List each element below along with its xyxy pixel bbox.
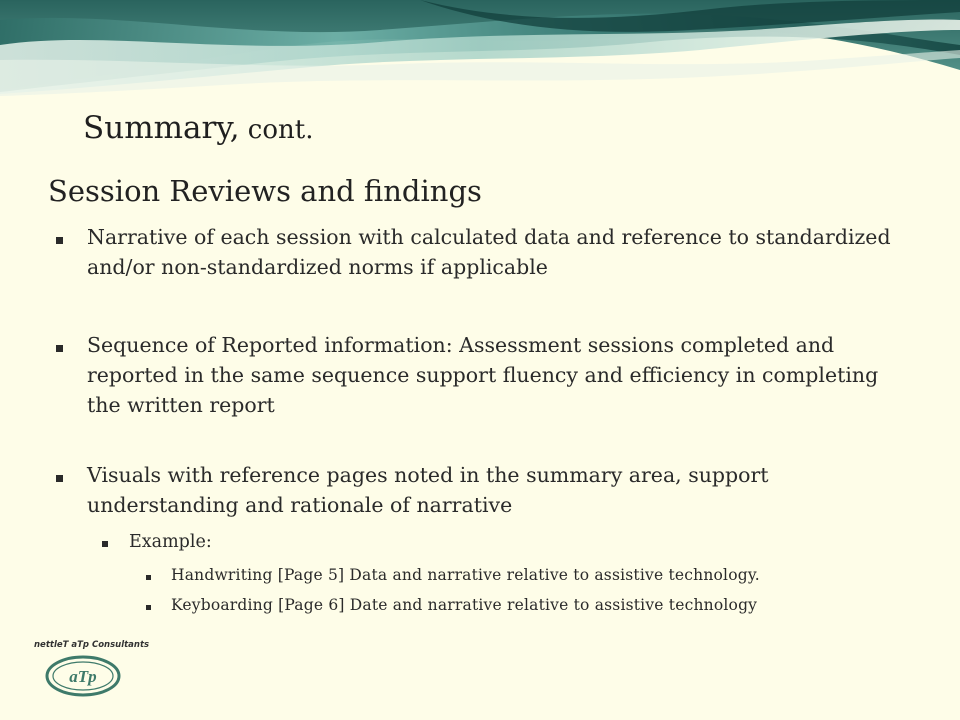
sub-sub-bullet-text: Handwriting [Page 5] Data and narrative relative to assistive technology.: [171, 566, 760, 584]
square-bullet-icon: [102, 529, 108, 555]
wave-banner-graphic: [0, 0, 960, 96]
bullet-item: [56, 330, 916, 420]
slide-title: [83, 110, 313, 146]
logo-mark-text: aTp: [69, 667, 97, 686]
square-bullet-icon: [56, 222, 63, 252]
square-bullet-icon: [56, 460, 63, 490]
sub-sub-bullet-item: [146, 564, 926, 586]
sub-sub-bullet-text: Keyboarding [Page 6] Date and narrative relative to assistive technology: [171, 596, 758, 614]
bullet-text: Narrative of each session with calculated data and reference to standardized and/or non-standardized norms if applicable: [87, 225, 891, 279]
section-heading: Session Reviews and findings: [48, 174, 482, 208]
bullet-text: Sequence of Reported information: Assessment sessions completed and reported in the same sequence support fluency and efficiency in completing the written report: [87, 333, 879, 417]
square-bullet-icon: [146, 594, 151, 616]
slide-title-suffix: cont.: [239, 115, 314, 145]
sub-bullet-text: Example:: [129, 532, 212, 552]
company-logo: [28, 640, 150, 700]
atp-logo-icon: [44, 654, 122, 698]
sub-bullet-item: [102, 529, 902, 555]
sub-sub-bullet-item: [146, 594, 926, 616]
logo-text: nettleT aTp Consultants: [34, 640, 150, 650]
bullet-item: [56, 222, 916, 282]
square-bullet-icon: [56, 330, 63, 360]
square-bullet-icon: [146, 564, 151, 586]
header-banner: [0, 0, 960, 96]
bullet-item: [56, 460, 916, 520]
bullet-text: Visuals with reference pages noted in the summary area, support understanding and rationale of narrative: [87, 463, 769, 517]
slide-title-main: Summary,: [83, 110, 240, 146]
